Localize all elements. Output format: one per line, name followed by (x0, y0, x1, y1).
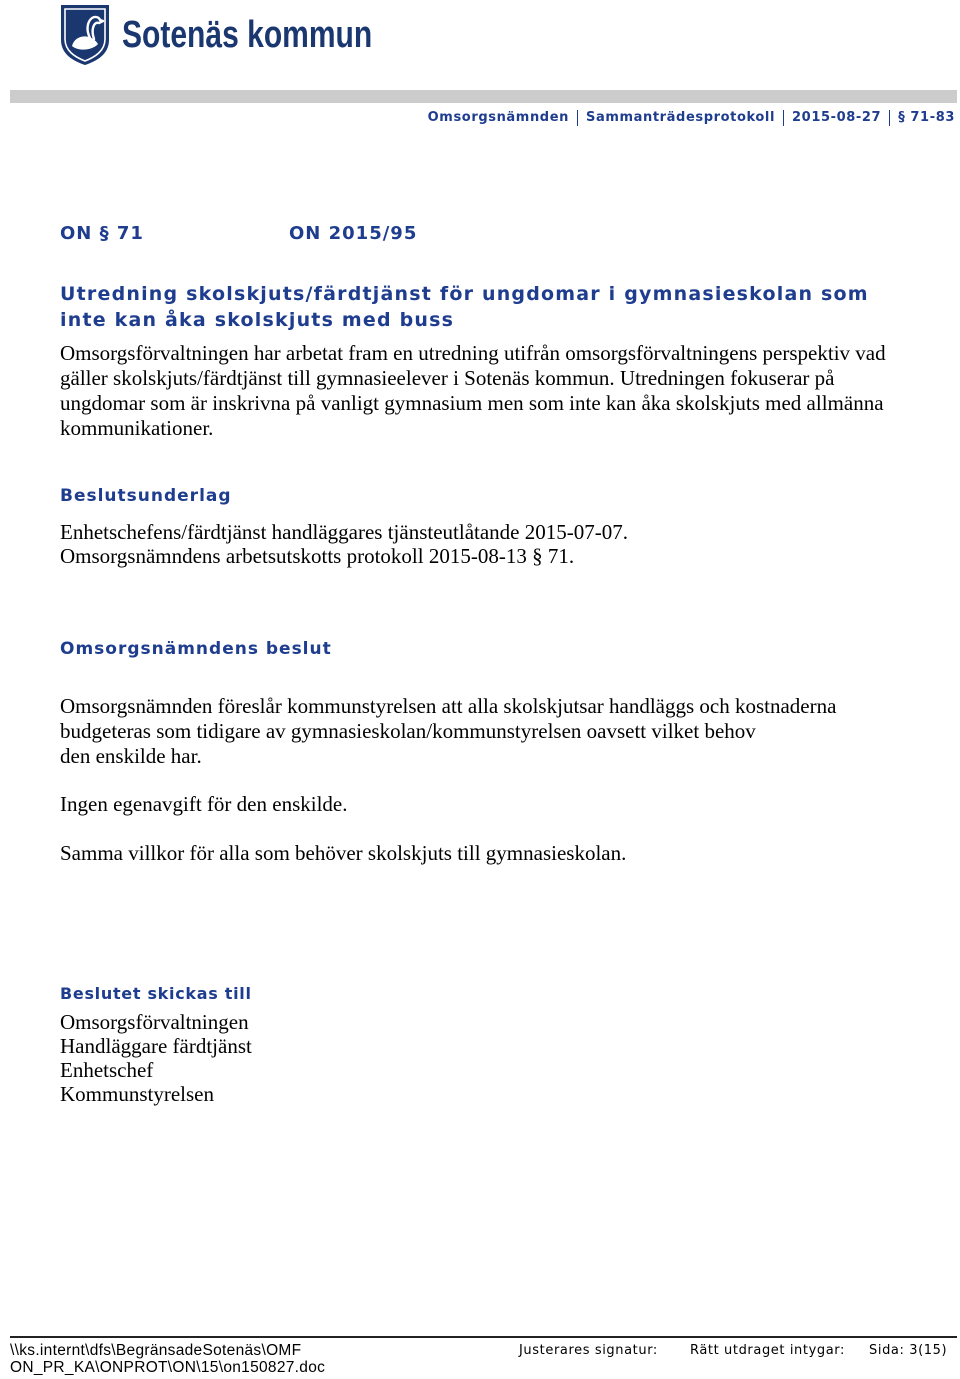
paragraph-line: gäller skolskjuts/färdtjänst till gymnasieelever i Sotenäs kommun. Utredningen fokuserar på (60, 366, 835, 390)
header-meeting-date: 2015-08-27 (792, 110, 882, 125)
case-paragraph: ON § 71 (60, 223, 144, 244)
paragraph-line: Ingen egenavgift för den enskilde. (60, 792, 348, 816)
shield-shape (61, 5, 109, 65)
footer-file-path (10, 1342, 325, 1376)
title-line: Utredning skolskjuts/färdtjänst för ungdomar i gymnasieskolan som (60, 283, 869, 305)
paragraph-line: den enskilde har. (60, 744, 202, 768)
meeting-header (428, 109, 955, 127)
header-bar (10, 90, 957, 103)
paragraph-line: Omsorgsförvaltningen har arbetat fram en utredning utifrån omsorgsförvaltningens perspektiv vad (60, 341, 886, 365)
file-path-line: ON_PR_KA\ONPROT\ON\15\on150827.doc (10, 1359, 326, 1376)
paragraph-line: Samma villkor för alla som behöver skolskjuts till gymnasieskolan. (60, 841, 627, 865)
decision-paragraph (60, 694, 836, 769)
diary-number: ON 2015/95 (289, 223, 418, 244)
page-number: Sida: 3(15) (869, 1343, 948, 1358)
logo-wordmark: Sotenäs kommun (122, 14, 373, 56)
paragraph-line: Omsorgsnämnden föreslår kommunstyrelsen att alla skolskjutsar handläggs och kostnaderna (60, 694, 837, 718)
header-committee: Omsorgsnämnden (427, 110, 569, 125)
coat-of-arms-icon (60, 4, 110, 66)
recipient-item: Handläggare färdtjänst (60, 1034, 252, 1058)
header-separator (889, 110, 890, 126)
recipient-item: Kommunstyrelsen (60, 1082, 214, 1106)
section-heading-basis: Beslutsunderlag (60, 486, 232, 506)
section-heading-distribution: Beslutet skickas till (60, 984, 252, 1003)
adjuster-signature-label: Justerares signatur: (519, 1343, 658, 1358)
intro-paragraph (60, 341, 886, 441)
header-separator (783, 110, 784, 126)
basis-item: Omsorgsnämndens arbetsutskotts protokoll 2015-08-13 § 71. (60, 544, 575, 568)
title-line: inte kan åka skolskjuts med buss (60, 309, 455, 331)
paragraph-line: budgeteras som tidigare av gymnasieskolan/kommunstyrelsen oavsett vilket behov (60, 719, 756, 743)
header-document-type: Sammanträdesprotokoll (585, 110, 776, 125)
file-path-line: \\ks.internt\dfs\BegränsadeSotenäs\OMF (10, 1342, 302, 1359)
decision-paragraph (60, 792, 347, 817)
paragraph-line: ungdomar som är inskrivna på vanligt gymnasium men som inte kan åka skolskjuts med allmänna (60, 391, 884, 415)
document-title (60, 281, 869, 333)
basis-item: Enhetschefens/färdtjänst handläggares tjänsteutlåtande 2015-07-07. (60, 520, 628, 544)
recipient-list (60, 1010, 252, 1106)
paragraph-line: kommunikationer. (60, 416, 214, 440)
recipient-item: Omsorgsförvaltningen (60, 1010, 249, 1034)
decision-paragraph (60, 841, 626, 866)
section-heading-decision: Omsorgsnämndens beslut (60, 639, 332, 659)
footer-rule (10, 1336, 957, 1338)
header-paragraphs: § 71-83 (898, 110, 955, 125)
header-separator (577, 110, 578, 126)
recipient-item: Enhetschef (60, 1058, 154, 1082)
basis-list (60, 520, 628, 568)
certified-label: Rätt utdraget intygar: (690, 1343, 845, 1358)
